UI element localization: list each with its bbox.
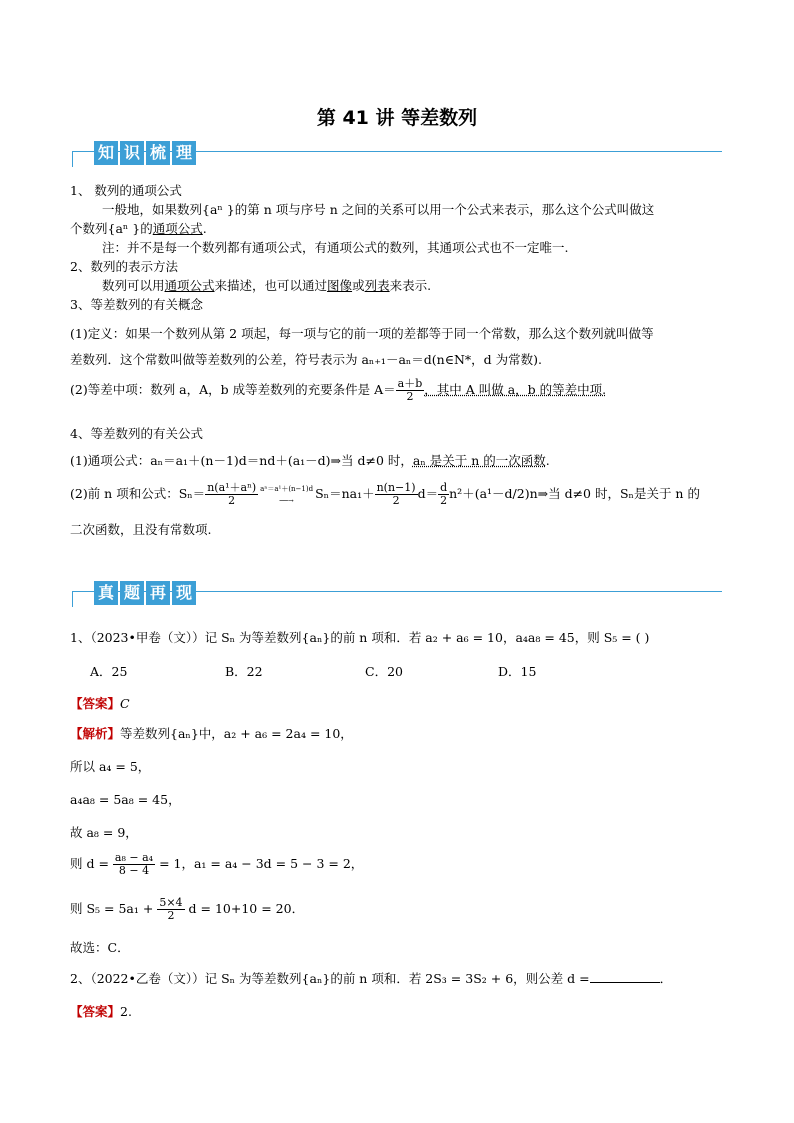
denominator: 2 — [167, 909, 175, 922]
text: 来描述，也可以通过 — [214, 278, 328, 293]
analysis-tag: 【解析】 — [70, 726, 121, 741]
fraction — [396, 378, 425, 403]
text: . — [202, 221, 207, 236]
fraction — [438, 482, 449, 507]
arithmetic-mean — [70, 378, 606, 403]
analysis-1 — [70, 724, 353, 742]
paragraph-1a: 一般地，如果数列{aⁿ }的第 n 项与序号 n 之间的关系可以用一个公式来表示，那么这个公式叫做这 — [102, 202, 655, 217]
denominator: 2 — [228, 494, 236, 507]
definition-line-2: 差数列．这个常数叫做等差数列的公差，符号表示为 aₙ₊₁－aₙ＝d(n∈N*，d 为常数). — [70, 352, 542, 367]
underlined-term: 图像 — [327, 278, 353, 293]
arrow: ──→ — [279, 496, 294, 505]
banner-char: 理 — [172, 141, 196, 165]
denominator: 2 — [406, 390, 414, 403]
text: (a¹－d/2) — [474, 486, 530, 501]
heading-2: 2、数列的表示方法 — [70, 259, 178, 274]
fraction — [113, 852, 155, 877]
sum-formula — [70, 482, 700, 507]
text: ，其中 A 叫做 a，b 的等差中项. — [424, 382, 607, 397]
solution-line-2: 所以 a₄ = 5， — [70, 759, 151, 774]
note: 注：并不是每一个数列都有通项公式，有通项公式的数列，其通项公式也不一定唯一. — [102, 240, 569, 255]
heading-4: 4、等差数列的有关公式 — [70, 426, 203, 441]
banner-char: 真 — [94, 581, 118, 605]
text: = 1，a₁ = a₄ − 3d = 5 − 3 = 2， — [159, 856, 364, 871]
fraction — [375, 482, 418, 507]
underlined-term: 列表 — [364, 278, 390, 293]
text: n⇒当 d≠0 时，Sₙ是关于 n 的 — [529, 486, 700, 501]
text: 等差数列{aₙ}中，a₂ + a₆ = 2a₄ = 10， — [120, 726, 353, 741]
solution-line-3: a₄a₈ = 5a₈ = 45， — [70, 792, 181, 807]
answer-2 — [70, 1002, 132, 1020]
banner-char: 识 — [120, 141, 144, 165]
text: 数列可以用 — [102, 278, 165, 293]
numerator: a₈ − a₄ — [114, 851, 154, 864]
solution-line-6 — [70, 897, 304, 922]
heading-3: 3、等差数列的有关概念 — [70, 297, 203, 312]
text: (1)通项公式：aₙ＝a₁＋(n－1)d＝nd＋(a₁－d)⇒当 d≠0 时， — [70, 453, 413, 468]
text: . — [545, 453, 550, 468]
question-2 — [70, 969, 672, 987]
text: 或 — [352, 278, 365, 293]
definition-line-1: (1)定义：如果一个数列从第 2 项起，每一项与它的前一项的差都等于同一个常数，那么这个数列就叫做等 — [70, 326, 654, 341]
fraction — [157, 897, 184, 922]
underlined-term: 通项公式 — [152, 221, 203, 236]
arrow-label: aⁿ＝a¹＋(n−1)d — [260, 484, 314, 493]
underlined-term: 通项公式 — [164, 278, 215, 293]
solution-line-5 — [70, 852, 363, 877]
text: 2、（2022•乙卷（文））记 Sₙ 为等差数列{aₙ}的前 n 项和．若 2S₃ = 3S₂ + 6，则公差 d = — [70, 971, 590, 986]
numerator: n(a¹＋aⁿ) — [207, 481, 257, 494]
banner-char: 再 — [146, 581, 170, 605]
solution-line-4: 故 a₈ = 9， — [70, 825, 138, 840]
text: ． — [659, 971, 673, 986]
heading-1: 1、 数列的通项公式 — [70, 183, 182, 198]
denominator: 2 — [392, 494, 400, 507]
text: d＝ — [417, 486, 439, 501]
choice-b: B．22 — [225, 664, 263, 679]
denominator: 8 − 4 — [118, 864, 150, 877]
fraction — [205, 482, 258, 507]
choice-d: D．15 — [498, 664, 537, 679]
answer-value: 2. — [120, 1004, 132, 1019]
answer-blank — [590, 970, 660, 983]
answer-1 — [70, 694, 130, 712]
numerator: a＋b — [397, 377, 423, 390]
paragraph-1b — [70, 219, 207, 237]
banner-char: 现 — [172, 581, 196, 605]
choice-c: C．20 — [365, 664, 403, 679]
numerator: 5×4 — [159, 896, 183, 909]
banner-hook — [72, 591, 87, 607]
sum-formula-line-2: 二次函数，且没有常数项. — [70, 522, 212, 537]
solution-line-7: 故选：C． — [70, 940, 130, 955]
banner-char: 题 — [120, 581, 144, 605]
answer-tag: 【答案】 — [70, 1004, 121, 1019]
paragraph-2 — [102, 276, 431, 294]
numerator: n(n−1) — [376, 481, 416, 494]
question-1: 1、（2023•甲卷（文））记 Sₙ 为等差数列{aₙ}的前 n 项和．若 a₂ + a₆ = 10，a₄a₈ = 45，则 S₅ = ( ) — [70, 630, 650, 645]
numerator: d — [440, 481, 448, 494]
substitution-arrow — [258, 483, 315, 507]
section-banner-exams — [72, 581, 722, 607]
banner-char: 梳 — [146, 141, 170, 165]
text: Sₙ＝na₁＋ — [315, 486, 375, 501]
text: (2)等差中项：数列 a，A，b 成等差数列的充要条件是 A＝ — [70, 382, 396, 397]
denominator: 2 — [440, 494, 448, 507]
text: n²＋ — [449, 486, 475, 501]
answer-tag: 【答案】 — [70, 696, 121, 711]
text: 个数列{aⁿ }的 — [70, 221, 153, 236]
text: 则 d = — [70, 856, 109, 871]
section-banner-knowledge — [72, 141, 722, 167]
page-title: 第 41 讲 等差数列 — [316, 107, 478, 129]
text: (2)前 n 项和公式：Sₙ＝ — [70, 486, 206, 501]
banner-char: 知 — [94, 141, 118, 165]
underlined-term: aₙ 是关于 n 的一次函数 — [412, 453, 546, 468]
choice-a: A．25 — [90, 664, 128, 679]
general-term-formula — [70, 451, 550, 469]
text: 来表示. — [389, 278, 432, 293]
text: d = 10+10 = 20． — [188, 901, 305, 916]
banner-hook — [72, 151, 87, 167]
text: 则 S₅ = 5a₁ + — [70, 901, 154, 916]
answer-value: C — [120, 696, 130, 711]
